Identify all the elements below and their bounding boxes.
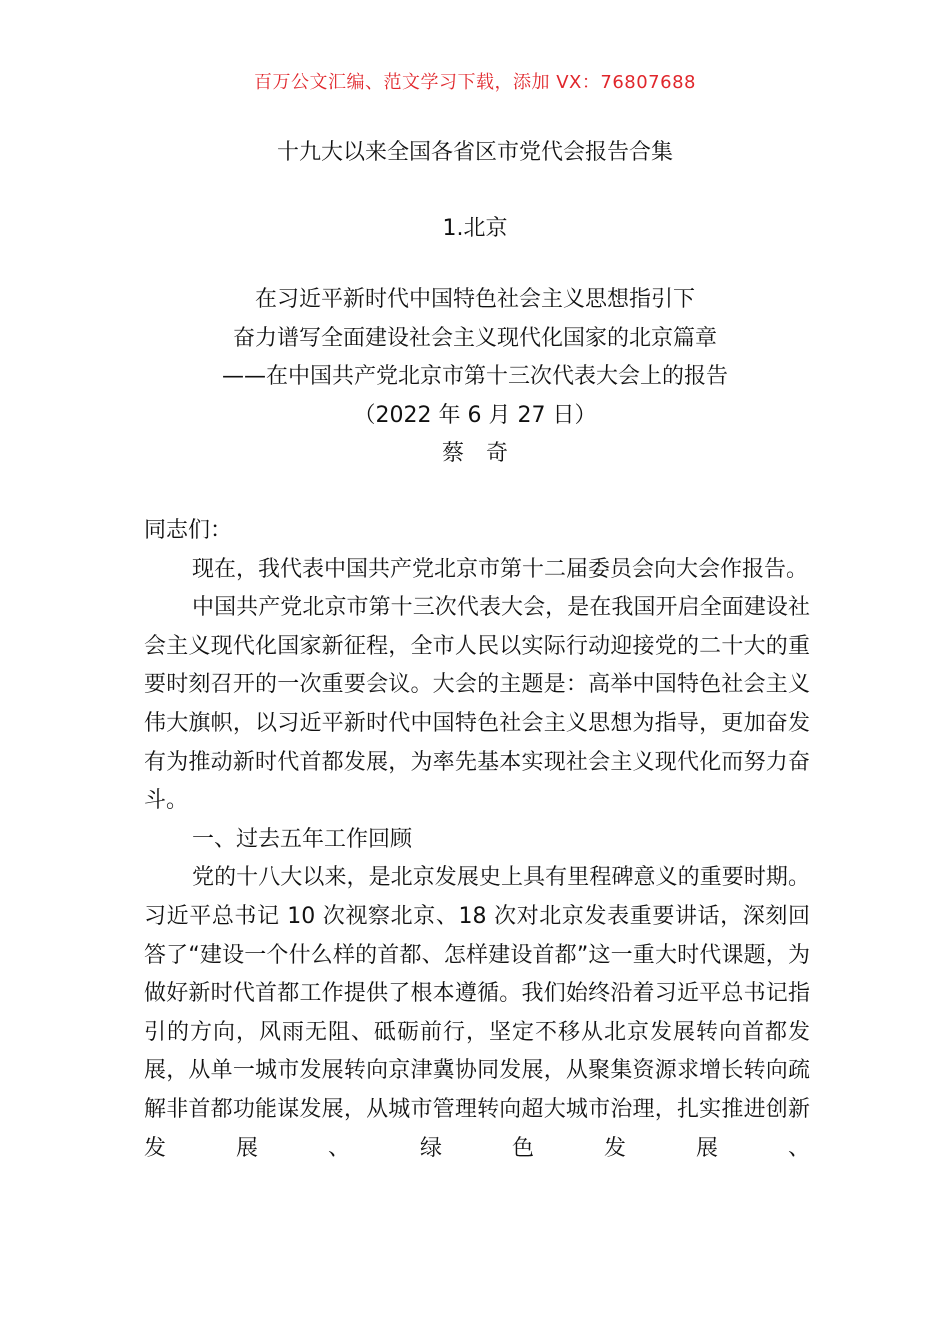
- paragraph: 现在，我代表中国共产党北京市第十二届委员会向大会作报告。: [192, 556, 809, 582]
- report-author: [0, 435, 950, 474]
- section-heading: 一、过去五年工作回顾: [192, 826, 413, 852]
- author-surname: 蔡: [441, 441, 464, 466]
- section-title: 1.北京: [442, 216, 508, 241]
- paragraph: 中国共产党北京市第十三次代表大会，是在我国开启全面建设社会主义现代化国家新征程，全市人民以实际行动迎接党的二十大的重要时刻召开的一次重要会议。大会的主题是：高举中国特色社会主义伟大旗帜，以习近平新时代中国特色社会主义思想为指导，更加奋发有为推动新时代首都发展，为率先基本实现社会主义现代化而努力奋斗。: [144, 595, 810, 814]
- report-date: （2022 年 6 月 27 日）: [353, 402, 597, 428]
- report-title-line-1: 在习近平新时代中国特色社会主义思想指引下: [254, 287, 695, 312]
- collection-title: 十九大以来全国各省区市党代会报告合集: [276, 140, 673, 165]
- report-subtitle: ——在中国共产党北京市第十三次代表大会上的报告: [221, 364, 728, 389]
- report-heading: [0, 281, 950, 474]
- salutation: 同志们：: [144, 518, 233, 543]
- author-given-name: 奇: [486, 441, 509, 466]
- watermark-banner: 百万公文汇编、范文学习下载，添加 VX：76807688: [254, 72, 696, 93]
- body-text: [144, 512, 810, 1168]
- report-title-line-2: 奋力谱写全面建设社会主义现代化国家的北京篇章: [232, 325, 717, 351]
- paragraph: 党的十八大以来，是北京发展史上具有里程碑意义的重要时期。习近平总书记 10 次视察北京、18 次对北京发表重要讲话，深刻回答了“建设一个什么样的首都、怎样建设首都”这一重大时代课题，为做好新时代首都工作提供了根本遵循。我们始终沿着习近平总书记指引的方向，风雨无阻、砥砺前行，坚定不移从北京发展转向首都发展，从单一城市发展转向京津冀协同发展，从聚集资源求增长转向疏解非首都功能谋发展，从城市管理转向超大城市治理，扎实推进创新发展、绿色发展、: [144, 865, 810, 1161]
